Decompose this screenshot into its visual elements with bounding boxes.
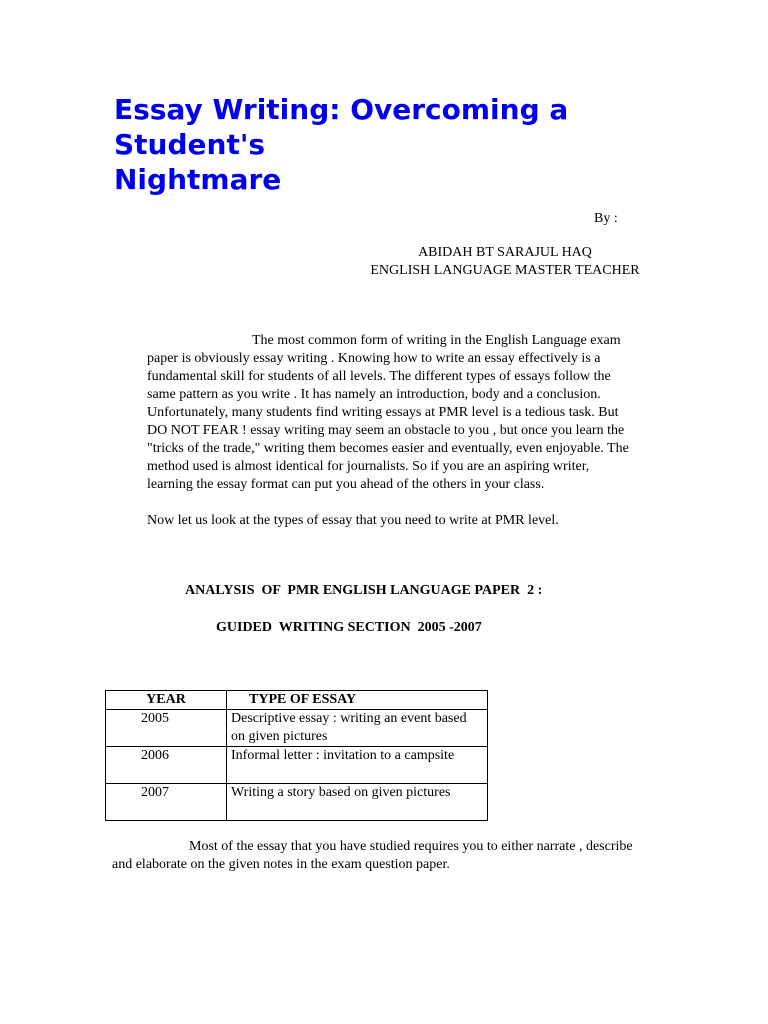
table-row	[106, 747, 488, 784]
intro-line: The most common form of writing in the English Language exam	[252, 333, 621, 348]
table-header-row	[106, 691, 488, 710]
type-cell: Descriptive essay : writing an event based on given pictures	[227, 710, 488, 747]
title-line-1: Essay Writing: Overcoming a	[114, 93, 569, 126]
column-header-type: TYPE OF ESSAY	[227, 691, 488, 710]
intro-line: fundamental skill for students of all levels. The different types of essays follow the	[147, 369, 611, 384]
types-intro: Now let us look at the types of essay that you need to write at PMR level.	[147, 513, 559, 528]
table-row	[106, 784, 488, 821]
year-cell: 2005	[106, 710, 227, 747]
analysis-heading: ANALYSIS OF PMR ENGLISH LANGUAGE PAPER 2 :	[185, 583, 543, 598]
intro-line: DO NOT FEAR ! essay writing may seem an obstacle to you , but once you learn the	[147, 423, 625, 438]
type-cell: Writing a story based on given pictures	[227, 784, 488, 821]
byline: By :	[594, 211, 618, 226]
year-cell: 2006	[106, 747, 227, 784]
type-cell: Informal letter : invitation to a campsite	[227, 747, 488, 784]
essay-types-table	[105, 690, 488, 821]
column-header-year: YEAR	[106, 691, 227, 710]
year-cell: 2007	[106, 784, 227, 821]
closing-line: Most of the essay that you have studied requires you to either narrate , describe	[189, 839, 633, 854]
title-line-2: Student's	[114, 128, 266, 161]
section-heading: GUIDED WRITING SECTION 2005 -2007	[216, 620, 482, 635]
document-title	[114, 92, 674, 197]
author-block	[340, 244, 670, 280]
intro-line: method used is almost identical for journalists. So if you are an aspiring writer,	[147, 459, 590, 474]
intro-line: paper is obviously essay writing . Knowing how to write an essay effectively is a	[147, 351, 601, 366]
intro-line: "tricks of the trade," writing them becomes easier and eventually, even enjoyable. The	[147, 441, 629, 456]
closing-line: and elaborate on the given notes in the exam question paper.	[112, 857, 450, 872]
intro-line: Unfortunately, many students find writing essays at PMR level is a tedious task. But	[147, 405, 619, 420]
intro-line: same pattern as you write . It has namely an introduction, body and a conclusion.	[147, 387, 601, 402]
author-name: ABIDAH BT SARAJUL HAQ	[418, 245, 592, 260]
closing-paragraph	[112, 838, 672, 874]
table-row	[106, 710, 488, 747]
title-line-3: Nightmare	[114, 163, 282, 196]
intro-line: learning the essay format can put you ahead of the others in your class.	[147, 477, 545, 492]
intro-paragraph	[147, 332, 677, 494]
author-role: ENGLISH LANGUAGE MASTER TEACHER	[370, 263, 640, 278]
